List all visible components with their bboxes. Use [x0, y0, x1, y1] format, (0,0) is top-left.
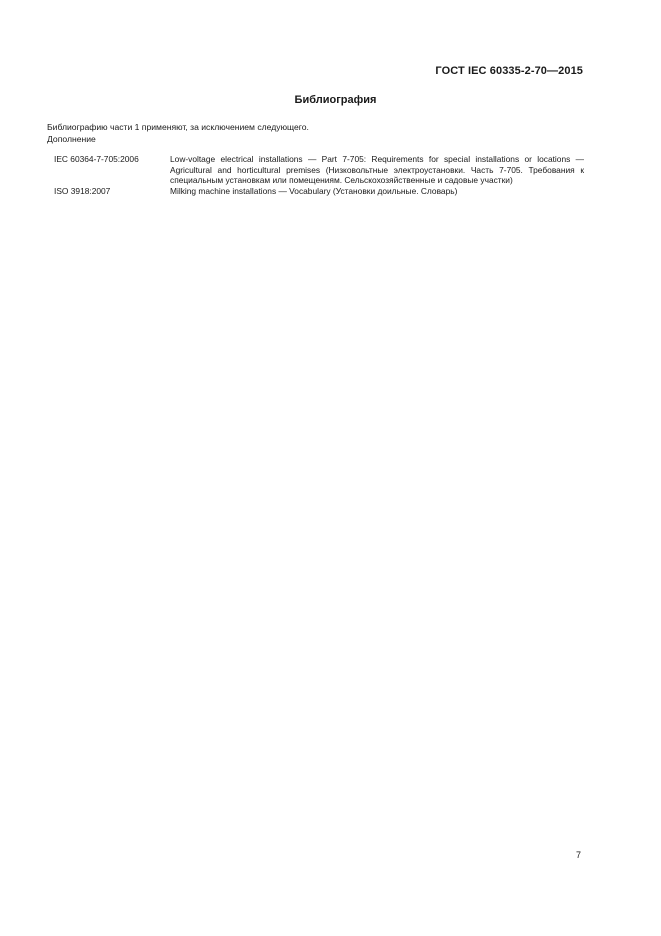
- page-number: 7: [575, 850, 581, 860]
- document-code: ГОСТ IEC 60335-2-70—2015: [435, 65, 583, 77]
- intro-line-supplement: Дополнение: [47, 133, 96, 144]
- bibliography-entry: [54, 154, 584, 186]
- intro-line: Библиографию части 1 применяют, за исключением следующего.: [47, 122, 309, 132]
- intro-text: [47, 122, 309, 145]
- bibliography-description: Low-voltage electrical installations — Part 7-705: Requirements for special installations or locations — Agricultural and horticultural premises (Низковольтные электроустановки. Часть 7-705. Требования к специальным установкам или помещениям. Сельскохозяйственные и садовые участки): [170, 154, 584, 185]
- bibliography-reference: ISO 3918:2007: [54, 185, 111, 196]
- bibliography-table: [54, 154, 584, 196]
- section-title: Библиография: [294, 94, 377, 106]
- bibliography-description: Milking machine installations — Vocabulary (Установки доильные. Словарь): [170, 185, 458, 196]
- bibliography-reference: IEC 60364-7-705:2006: [54, 154, 139, 164]
- bibliography-entry: [54, 186, 584, 197]
